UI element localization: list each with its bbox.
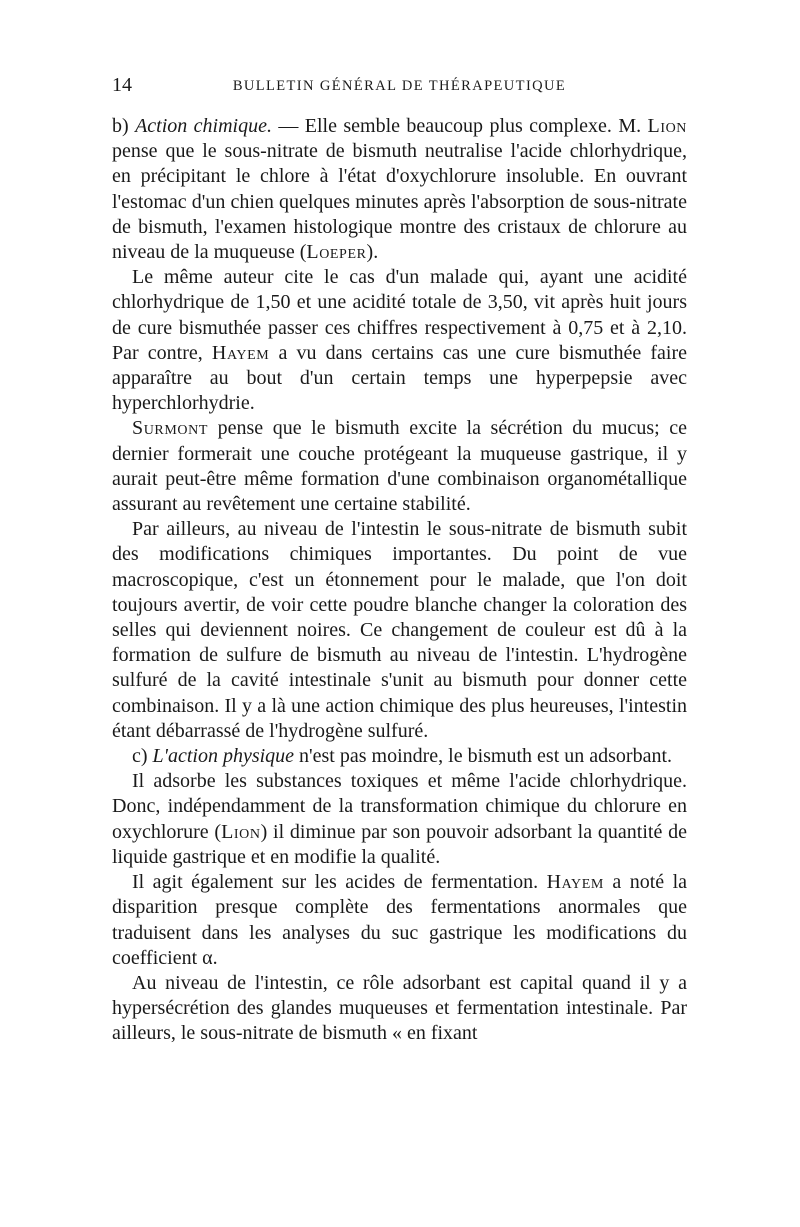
body-text (112, 114, 687, 1047)
paragraph-meme-auteur: Le même auteur cite le cas d'un malade qui, ayant une acidité chlorhydrique de 1,50 et une acidité totale de 3,50, vit après huit jours de cure bismuthée passer ces chiffres respectivement à 0,75 et à 2,10. Par contre, Hayem a vu dans certains cas une cure bismuthée faire apparaître au bout d'un certain temps une hyperpepsie avec hyperchlorhydrie. (112, 266, 687, 415)
paragraph-role-adsorbant: Au niveau de l'intestin, ce rôle adsorbant est capital quand il y a hypersécrétion des glandes muqueuses et fermentation intestinale. Par ailleurs, le sous-nitrate de bismuth « en fixant (112, 971, 687, 1045)
running-header (112, 74, 687, 104)
page-number: 14 (112, 74, 132, 96)
paragraph-action-physique: c) L'action physique n'est pas moindre, le bismuth est un adsorbant. (132, 745, 673, 768)
paragraph-adsorbe: Il adsorbe les substances toxiques et même l'acide chlorhydrique. Donc, indépendamment de la transformation chimique du chlorure en oxychlorure (Lion) il diminue par son pouvoir adsorbant la quantité de liquide gastrique et en modifie la qualité. (112, 770, 687, 868)
paragraph-surmont: Surmont pense que le bismuth excite la sécrétion du mucus; ce dernier formerait une couche protégeant la muqueuse gastrique, il y aurait peut-être même formation d'une combinaison organométallique assurant au revêtement une certaine stabilité. (112, 417, 687, 516)
paragraph-intestin: Par ailleurs, au niveau de l'intestin le sous-nitrate de bismuth subit des modifications chimiques importantes. Du point de vue macroscopique, c'est un étonnement pour le malade, que l'on doit toujours avertir, de voir cette poudre blanche changer la coloration des selles qui deviennent noires. Ce changement de couleur est dû à la formation de sulfure de bismuth au niveau de l'intestin. L'hydrogène sulfuré de la cavité intestinale s'unit au bismuth pour donner cette combinaison. Il y a là une action chimique des plus heureuses, l'intestin étant débarrassé de l'hydrogène sulfuré. (112, 518, 687, 742)
paragraph-fermentation: Il agit également sur les acides de fermentation. Hayem a noté la disparition presque complète des fermentations anormales que traduisent dans les analyses du suc gastrique les modifications du coefficient α. (112, 871, 688, 969)
paragraph-action-chimique: b) Action chimique. — Elle semble beaucoup plus complexe. M. Lion pense que le sous-nitrate de bismuth neutralise l'acide chlorhydrique, en précipitant le chlore à l'état d'oxychlorure insoluble. En ouvrant l'estomac d'un chien quelques minutes après l'absorption de sous-nitrate de bismuth, l'examen histologique montre des cristaux de chlorure au niveau de la muqueuse (Loeper). (112, 115, 687, 264)
journal-title: BULLETIN GÉNÉRAL DE THÉRAPEUTIQUE (232, 78, 567, 94)
